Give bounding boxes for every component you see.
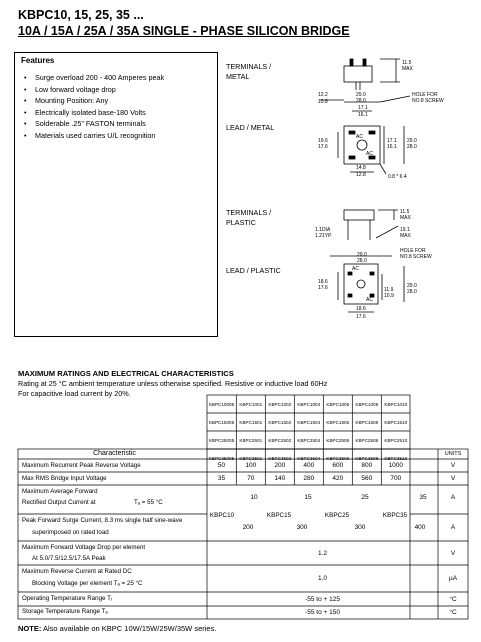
tj-unit: °C (449, 595, 457, 603)
vrms-value: 420 (332, 475, 344, 482)
type-kbpc10: KBPC10 (209, 511, 235, 519)
characteristic-header: Characteristic (93, 450, 136, 457)
part-number-cell: KBPC2502 (268, 437, 292, 443)
feature-item: • Low forward voltage drop (21, 85, 211, 94)
io-condition: Tₐ = 55 °C (134, 499, 163, 506)
io-value-15: 15 (304, 493, 312, 501)
vrms-value: 560 (361, 475, 373, 482)
part-number-cell: KBPC1501 (239, 419, 263, 425)
tj-value: -55 to + 125 (305, 595, 340, 603)
plastic-terminal-label-2: PLASTIC (226, 218, 256, 227)
ifsm-value-25: 300 (354, 523, 366, 531)
vrrm-label: Maximum Recurrent Peak Reverse Voltage (22, 462, 141, 469)
vrms-value: 140 (274, 475, 286, 482)
part-number-cell: KBPC25005 (208, 437, 235, 443)
p-dim-right-a: 19.1 (400, 227, 410, 233)
p-ac-label-top: AC (352, 266, 359, 272)
part-number-cell: KBPC1508 (355, 419, 379, 425)
part-number-cell: KBPC2501 (239, 437, 263, 443)
note (18, 624, 216, 633)
vrrm-value: 800 (361, 462, 373, 469)
ifsm-label-1: Peak Forward Surge Current, 8.3 ms single half sine-wave (22, 517, 183, 524)
vrms-label: Max RMS Bridge Input Voltage (22, 475, 107, 482)
part-number-cell: KBPC2504 (297, 437, 321, 443)
ifsm-value-10: 200 (242, 523, 254, 531)
feature-item: • Materials used carries U/L recognition (21, 131, 211, 140)
hole-label-2: NO.8 SCREW (412, 98, 444, 104)
part-number-cell: KBPC1504 (297, 419, 321, 425)
plastic-terminal-label-1: TERMINALS / (226, 208, 272, 217)
part-number-cell: KBPC3501 (239, 455, 263, 461)
dim-mid-b-min: 16.1 (358, 112, 368, 118)
dim-mid-a-min: 28.0 (356, 98, 366, 104)
dim-top-right-max: MAX (402, 66, 413, 72)
dim-left-b-min: 17.6 (318, 144, 328, 150)
vrrm-value: 1000 (388, 462, 404, 469)
part-number-cell: KBPC1006 (326, 401, 350, 407)
part-number-cell: KBPC35005 (208, 455, 235, 461)
dim-right-c: 29.0 (407, 138, 417, 144)
io-unit: A (450, 493, 456, 501)
plastic-lead-label: LEAD / PLASTIC (226, 266, 281, 275)
ratings-sub-1: Rating at 25 °C ambient temperature unless otherwise specified. Resistive or inductive load 60Hz (18, 379, 328, 388)
title-line-1: KBPC10, 15, 25, 35 ... (18, 8, 144, 22)
dim-right-c-min: 28.0 (407, 144, 417, 150)
tj-label: Operating Temperature Range Tⱼ (22, 595, 112, 602)
part-number-cell: KBPC1008 (355, 401, 379, 407)
dim-mid-b: 17.1 (358, 105, 368, 111)
vf-value: 1.2 (317, 549, 328, 557)
type-kbpc25: KBPC25 (324, 511, 350, 519)
part-number-cell: KBPC10005 (208, 401, 235, 407)
p-hole-label: HOLE FOR (400, 248, 426, 254)
dim-left-a-min: 10.8 (318, 99, 328, 105)
part-number-cell: KBPC15005 (208, 419, 235, 425)
p-dim-right-c-min: 28.0 (407, 289, 417, 295)
ir-label-2: Blocking Voltage per element Tₐ = 25 °C (32, 580, 143, 587)
note-label: NOTE: (18, 624, 42, 633)
io-label-2: Rectified Output Current at (22, 499, 96, 506)
vrms-value: 280 (303, 475, 315, 482)
io-label-1: Maximum Average Forward (22, 488, 98, 495)
p-dim-right-b-min: 10.9 (384, 293, 394, 299)
p-dim-right-a-max: MAX (400, 233, 411, 239)
p-hole-label-2: NO.8 SCREW (400, 254, 432, 260)
dim-right-b-min: 16.1 (387, 144, 397, 150)
metal-lead-label: LEAD / METAL (226, 123, 275, 132)
part-number-cell: KBPC1510 (384, 419, 408, 425)
part-number-cell: KBPC3508 (355, 455, 379, 461)
part-number-cell: KBPC1502 (268, 419, 292, 425)
part-number-cell: KBPC1004 (297, 401, 321, 407)
dim-bottom-b: 0.8 * 6.4 (388, 174, 407, 180)
ifsm-unit: A (450, 523, 456, 531)
vrrm-value: 100 (245, 462, 257, 469)
ratings-title: MAXIMUM RATINGS AND ELECTRICAL CHARACTERISTICS (18, 369, 234, 378)
ir-value: 1.0 (317, 575, 328, 582)
p-dim-right-b: 11.9 (384, 287, 394, 293)
features-heading: Features (21, 56, 55, 65)
p-dim-left-a-typ: 1.21YP (315, 233, 332, 239)
p-dim-bottom-a-min: 17.6 (356, 314, 366, 320)
tstg-label: Storage Temperature Range Tₐ (22, 608, 108, 615)
vf-unit: V (450, 549, 456, 557)
p-dim-bottom-a: 18.6 (356, 306, 366, 312)
feature-item: • Mounting Position: Any (21, 96, 211, 105)
type-kbpc35: KBPC35 (382, 511, 408, 519)
units-header: UNITS (444, 451, 462, 457)
ifsm-label-2: superimposed on rated load (32, 529, 109, 536)
part-number-cell: KBPC2508 (355, 437, 379, 443)
ac-label-top: AC (356, 134, 363, 140)
p-dim-left-a: 1.1DIA (315, 227, 331, 233)
part-number-cell: KBPC3502 (268, 455, 292, 461)
p-dim-left-b: 18.6 (318, 279, 328, 285)
vrrm-value: 400 (303, 462, 315, 469)
vf-label-1: Maximum Forward Voltage Drop per element (22, 544, 146, 551)
dim-top-right: 11.5 (402, 60, 412, 66)
part-number-cell: KBPC2510 (384, 437, 408, 443)
p-dim-mid-a-min: 28.0 (357, 258, 367, 264)
io-value-35: 35 (419, 493, 427, 501)
vrms-value: 70 (247, 475, 255, 482)
dim-bottom-a-min: 12.8 (356, 172, 366, 178)
vrrm-value: 200 (274, 462, 286, 469)
ratings-sub-2: For capacitive load current by 20%. (18, 389, 131, 398)
vrrm-unit: V (450, 462, 456, 469)
ifsm-value-35: 400 (414, 523, 426, 531)
dim-right-b: 17.1 (387, 138, 397, 144)
ir-unit: µA (448, 575, 458, 582)
p-dim-mid-a: 29.0 (357, 252, 367, 258)
vrms-value: 35 (217, 475, 226, 482)
metal-terminal-label-1: TERMINALS / (226, 62, 272, 71)
part-number-cell: KBPC2506 (326, 437, 350, 443)
p-dim-top-right-max: MAX (400, 215, 411, 221)
p-dim-right-c: 29.0 (407, 283, 417, 289)
io-value-25: 25 (361, 493, 369, 501)
dim-bottom-a: 14.8 (356, 165, 366, 171)
metal-terminal-label-2: METAL (226, 72, 250, 81)
p-dim-left-b-min: 17.6 (318, 285, 328, 291)
tstg-value: -55 to + 150 (305, 609, 340, 616)
vrms-value: 700 (390, 475, 402, 482)
io-value-10: 10 (250, 493, 258, 501)
part-number-cell: KBPC1002 (268, 401, 292, 407)
dim-left-b: 19.6 (318, 138, 328, 144)
p-ac-label-bottom: AC (366, 297, 373, 303)
part-number-cell: KBPC3504 (297, 455, 321, 461)
type-kbpc15: KBPC15 (266, 511, 292, 519)
dim-left-a: 12.2 (318, 92, 328, 98)
vf-label-2: At 5.0/7.5/12.5/17.5A Peak (32, 555, 106, 562)
feature-item: • Electrically isolated base-180 Volts (21, 108, 211, 117)
dim-mid-a: 29.0 (356, 92, 366, 98)
vrrm-value: 600 (332, 462, 344, 469)
feature-item: • Solderable .25" FASTON terminals (21, 119, 211, 128)
vrms-unit: V (450, 475, 456, 482)
p-dim-top-right: 11.5 (400, 209, 410, 215)
ir-label-1: Maximum Reverse Current at Rated DC (22, 568, 132, 575)
feature-item: • Surge overload 200 - 400 Amperes peak (21, 73, 211, 82)
tstg-unit: °C (449, 609, 457, 616)
hole-label: HOLE FOR (412, 92, 438, 98)
title-line-2: 10A / 15A / 25A / 35A SINGLE - PHASE SILICON BRIDGE (18, 24, 350, 38)
ac-label-bottom: AC (366, 151, 373, 157)
vrrm-value: 50 (217, 462, 226, 469)
part-number-cell: KBPC1001 (239, 401, 263, 407)
part-number-cell: KBPC1010 (384, 401, 408, 407)
part-number-cell: KBPC1506 (326, 419, 350, 425)
note-text: Also available on KBPC 10W/15W/25W/35W series. (41, 624, 217, 633)
ifsm-value-15: 300 (296, 523, 308, 531)
part-number-cell: KBPC3510 (384, 455, 408, 461)
part-number-cell: KBPC3506 (326, 455, 350, 461)
